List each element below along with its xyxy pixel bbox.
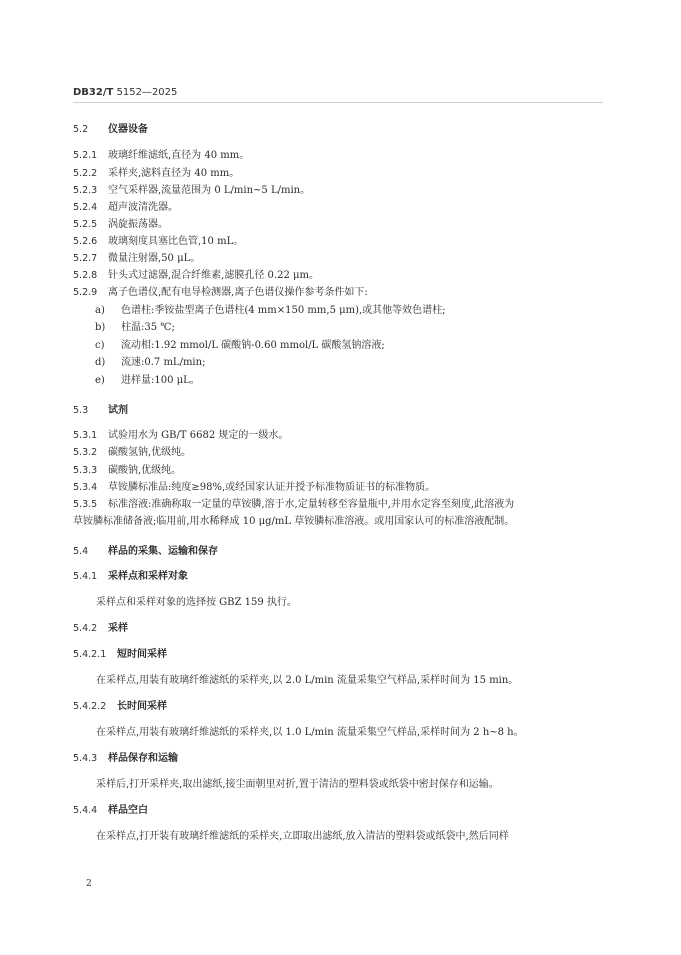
standard-code: DB32/T xyxy=(73,87,114,98)
standard-header xyxy=(73,87,177,98)
paragraph-5-4-2-2: 在采样点,用装有玻璃纤维滤纸的采样夹,以 1.0 L/min 流量采集空气样品,采样时间为 2 h~8 h。 xyxy=(96,727,524,738)
page-number: 2 xyxy=(86,879,92,889)
standard-number: 5152—2025 xyxy=(113,87,178,98)
document-page: DB32/T 5152—2025 5.2 仪器设备 5.2.1 玻璃纤维滤纸,直径为 40 mm。 5.2.2 采样夹,滤料直径为 40 mm。 5.2.3 空气采样器,流量范围为 0 L/min~5 L/min。 5.2.4 超声波清洗器。 5.2.5 涡旋振荡器。 5.2.6 玻璃刻度具塞比色管,10 mL。 5.2.7 微量注射器,50 μL。 5.2.8 针头式过滤器,混合纤维素,滤膜孔径 0.22 μm。 5.2.9 离子色谱仪,配有电导检测器,离子色谱仪操作参考条件如下: a) 色谱柱:季铵盐型离子色谱柱(4 mm×150 mm,5 μm),或其他等效色谱柱; b) 柱温:35 ℃; c) 流动相:1.92 mmol/L 碳酸钠-0.60 mmol/L 碳酸氢钠溶液; d) 流速:0.7 mL/min; e) 进样量:100 μL。 5.3 试剂 5.3.1 试验用水为 GB/T 6682 规定的一级水。 5.3.2 碳酸氢钠,优级纯。 5.3.3 碳酸钠,优级纯。 5.3.4 草铵膦标准品:纯度≥98%,或经国家认证并授予标准物质证书的标准物质。 5.3.5 标准溶液:准确称取一定量的草铵膦,溶于水,定量转移至容量瓶中,并用水定容至刻度,此溶液为 草铵膦标准储备液;临用前,用水稀释成 10 μg/mL 草铵膦标准溶液。或用国家认可的标准溶液配制。 5.4 样品的采集、运输和保存 5.4.1 采样点和采样对象 采样点和采样对象的选择按 GBZ 159 执行。 5.4.2 采样 5.4.2.1 短时间采样 在采样点,用装有玻璃纤维滤纸的采样夹,以 2.0 L/min 流量采集空气样品,采样时间为 15 min。 5.4.2.2 长时间采样 在采样点,用装有玻璃纤维滤纸的采样夹,以 1.0 L/min 流量采集空气样品,采样时间为 2 h~8 h。 5.4.3 样品保存和运输 采样后,打开采样夹,取出滤纸,接尘面朝里对折,置于清洁的塑料袋或纸袋中密封保存和运输。 5.4.4 样品空白 在采样点,打开装有玻璃纤维滤纸的采样夹,立即取出滤纸,放入清洁的塑料袋或纸袋中,然后同样 2 xyxy=(0,0,681,955)
paragraph-5-4-4: 在采样点,打开装有玻璃纤维滤纸的采样夹,立即取出滤纸,放入清洁的塑料袋或纸袋中,然后同样 xyxy=(96,831,509,842)
clause-5-3-5-continuation: 草铵膦标准储备液;临用前,用水稀释成 10 μg/mL 草铵膦标准溶液。或用国家认可的标准溶液配制。 xyxy=(73,516,515,527)
paragraph-5-4-3: 采样后,打开采样夹,取出滤纸,接尘面朝里对折,置于清洁的塑料袋或纸袋中密封保存和运输。 xyxy=(96,779,499,790)
header-divider xyxy=(73,102,603,103)
paragraph-5-4-1: 采样点和采样对象的选择按 GBZ 159 执行。 xyxy=(96,597,297,608)
paragraph-5-4-2-1: 在采样点,用装有玻璃纤维滤纸的采样夹,以 2.0 L/min 流量采集空气样品,采样时间为 15 min。 xyxy=(96,675,519,686)
